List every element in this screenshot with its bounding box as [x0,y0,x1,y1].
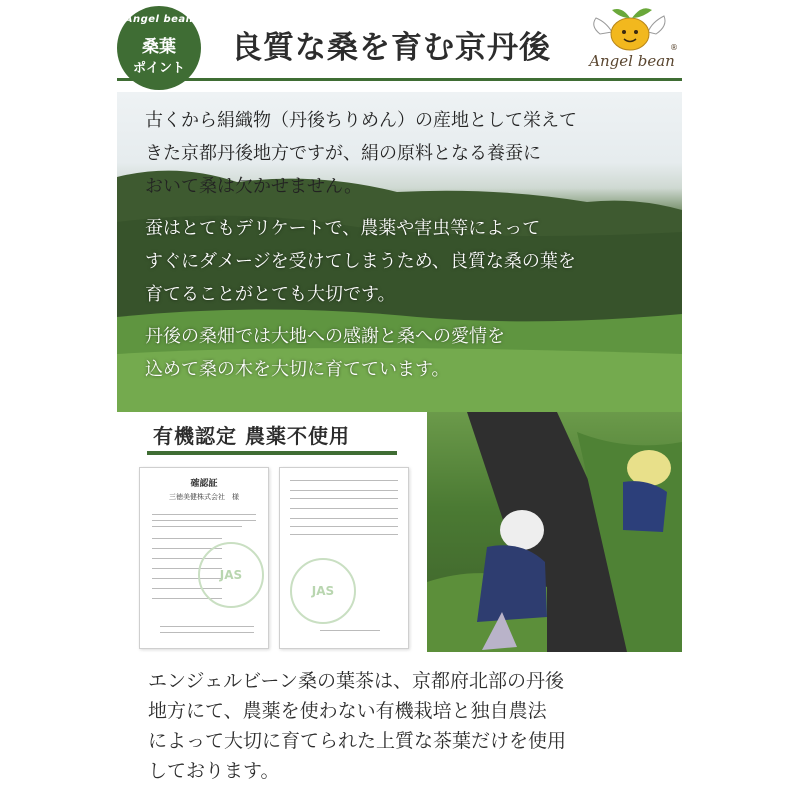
field-line-1: 丹後の桑畑では大地への感謝と桑への愛情を [145,326,505,347]
jas-watermark-icon: JAS [198,542,264,608]
heading-underline [147,451,397,455]
certification-panel [117,412,427,652]
product-description [148,666,668,786]
silkworm-line-1: 蚕はとてもデリケートで、農薬や害虫等によって [145,218,541,239]
field-line-2: 込めて桑の木を大切に育てています。 [145,359,450,380]
header [0,0,800,92]
farm-work-photo [427,412,682,652]
intro-line-1: 古くから絹織物（丹後ちりめん）の産地として栄えて [145,110,577,131]
description-line-1: エンジェルビーン桑の葉茶は、京都府北部の丹後 [148,670,565,692]
certificate-document [139,467,269,649]
jas-watermark-icon: JAS [290,558,356,624]
certificate-attachment [279,467,409,649]
silkworm-line-3: 育てることがとても大切です。 [145,284,396,305]
mulberry-field-photo [117,92,682,412]
bean-mascot-icon [582,4,682,54]
intro-line-3: おいて桑は欠かせません。 [145,176,363,197]
certificate-title: 確認証 [190,479,218,489]
brand-logo [582,4,682,76]
farmers-illustration [427,412,682,652]
svg-text:®: ® [670,43,678,52]
badge-label: 桑葉 [142,37,176,57]
intro-line-2: きた京都丹後地方ですが、絹の原料となる養蚕に [145,143,541,164]
title-underline [117,78,682,81]
badge-brand: Angel bean [124,14,194,25]
badge-sublabel: ポイント [132,61,185,76]
certification-heading: 有機認定 農薬不使用 [153,424,350,448]
silkworm-line-2: すぐにダメージを受けてしまうため、良質な桑の葉を [145,251,576,272]
description-line-2: 地方にて、農薬を使わない有機栽培と独自農法 [148,700,547,722]
description-line-4: しております。 [148,760,280,782]
certificate-company: 三徳美健株式会社 様 [169,493,239,501]
logo-wordmark: Angel bean [589,52,675,70]
description-line-3: によって大切に育てられた上質な茶葉だけを使用 [148,730,567,752]
page-title: 良質な桑を育む京丹後 [231,30,551,66]
